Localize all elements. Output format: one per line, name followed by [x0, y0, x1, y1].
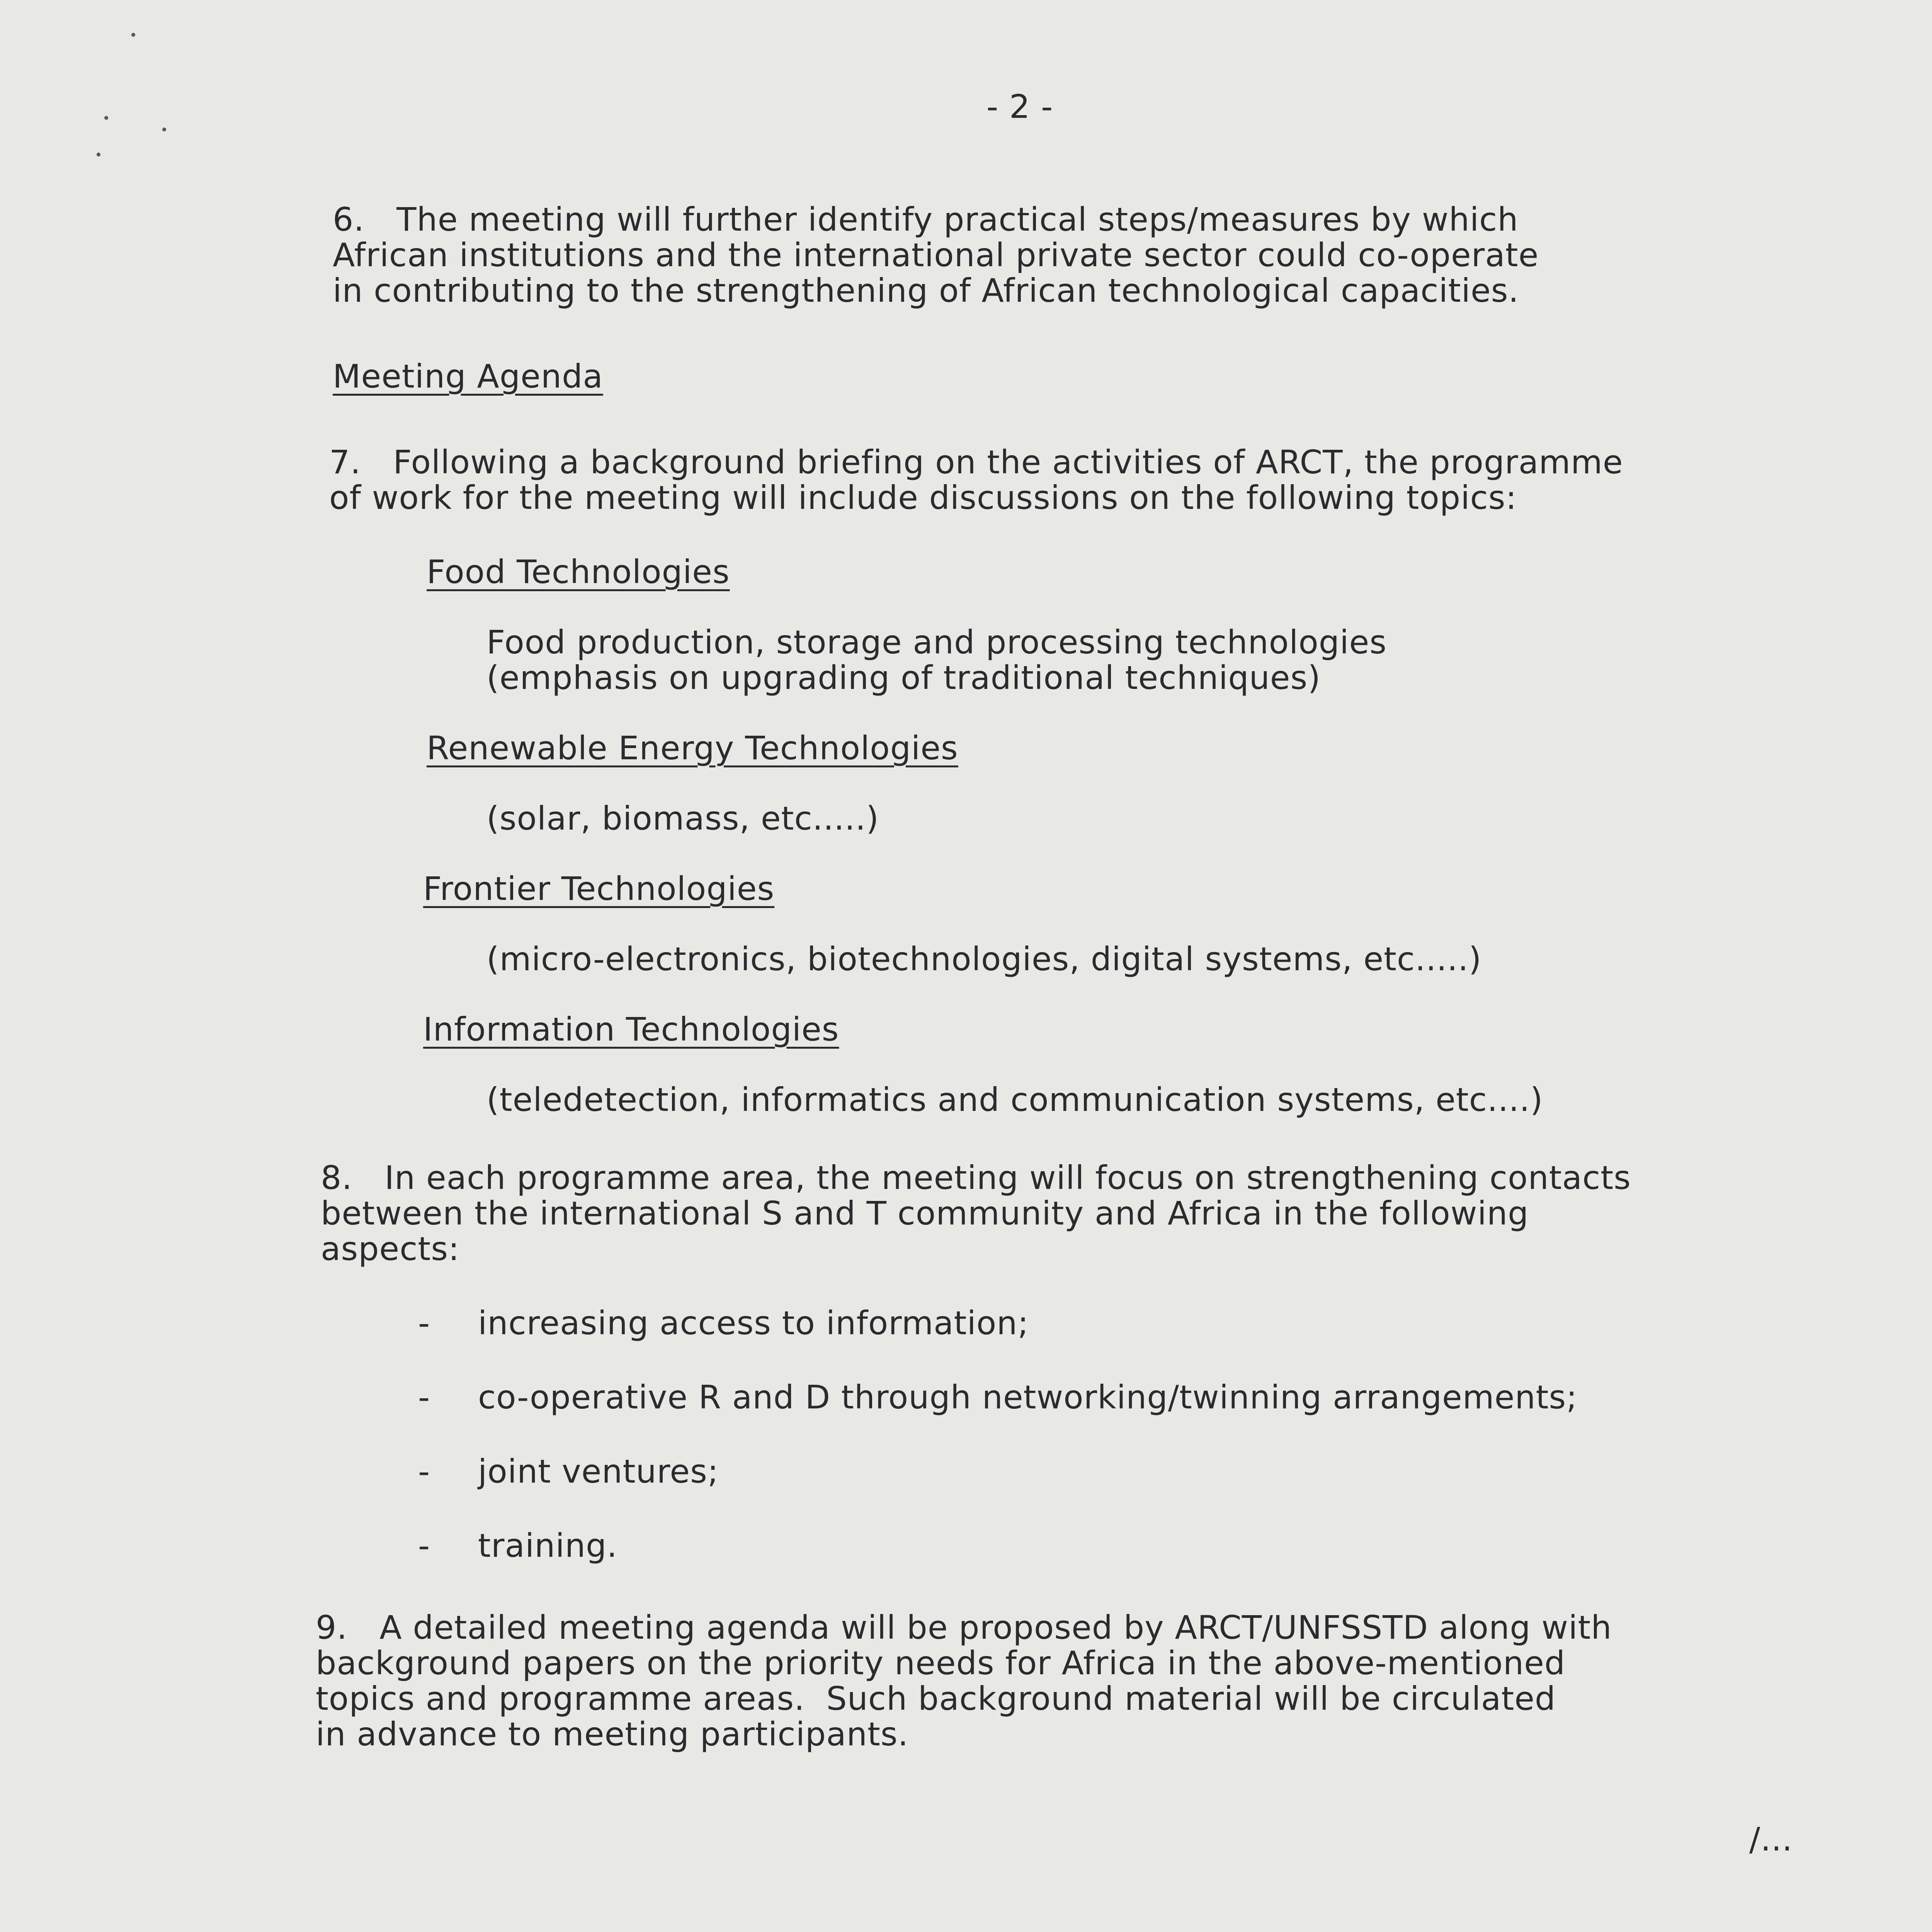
paragraph-6: [333, 202, 1932, 308]
bullet-marker: -: [418, 1304, 430, 1342]
topic-detail: (solar, biomass, etc.....): [486, 799, 879, 837]
topic-detail: (micro-electronics, biotechnologies, digital systems, etc.....): [486, 940, 1482, 978]
paragraph-9: [316, 1610, 1932, 1752]
paragraph-9-line: in advance to meeting participants.: [316, 1715, 909, 1753]
bullet-row: [418, 1454, 1932, 1489]
topic-detail: (emphasis on upgrading of traditional techniques): [486, 659, 1321, 697]
topic-detail: Food production, storage and processing technologies: [486, 623, 1387, 661]
topic-detail: (teledetection, informatics and communication systems, etc....): [486, 1081, 1543, 1119]
bullet-item: increasing access to information;: [478, 1304, 1029, 1342]
bullet-item: co-operative R and D through networking/twinning arrangements;: [478, 1378, 1578, 1416]
topic-heading-food: Food Technologies: [427, 553, 730, 591]
paper-speck: [162, 128, 166, 131]
bullet-marker: -: [418, 1378, 430, 1416]
paper-speck: [131, 33, 135, 37]
section-heading: Meeting Agenda: [333, 357, 603, 395]
continuation-mark: /...: [1749, 1820, 1793, 1858]
bullet-marker: -: [418, 1527, 430, 1565]
paragraph-9-line: topics and programme areas. Such background material will be circulated: [316, 1680, 1556, 1718]
page-number: - 2 -: [986, 88, 1053, 126]
paragraph-8-line: between the international S and T community and Africa in the following: [321, 1194, 1529, 1232]
paper-speck: [104, 116, 108, 120]
paragraph-6-line: African institutions and the international private sector could co-operate: [333, 236, 1539, 274]
paragraph-8-line: 8. In each programme area, the meeting will focus on strengthening contacts: [321, 1159, 1631, 1197]
paragraph-6-line: 6. The meeting will further identify practical steps/measures by which: [333, 201, 1519, 238]
paragraph-7: [329, 444, 1932, 515]
bullet-item: training.: [478, 1527, 618, 1565]
bullet-item: joint ventures;: [478, 1452, 719, 1490]
paragraph-8-line: aspects:: [321, 1230, 460, 1268]
topic-heading-frontier: Frontier Technologies: [423, 870, 775, 908]
paragraph-7-line: 7. Following a background briefing on the activities of ARCT, the programme: [329, 443, 1623, 481]
paragraph-6-line: in contributing to the strengthening of African technological capacities.: [333, 272, 1519, 310]
bullet-row: [418, 1528, 1932, 1563]
paragraph-9-line: 9. A detailed meeting agenda will be proposed by ARCT/UNFSSTD along with: [316, 1609, 1612, 1646]
paper-speck: [97, 153, 100, 156]
topic-heading-information: Information Technologies: [423, 1010, 839, 1048]
paragraph-9-line: background papers on the priority needs for Africa in the above-mentioned: [316, 1644, 1566, 1682]
paragraph-8: [321, 1160, 1932, 1267]
topic-heading-energy: Renewable Energy Technologies: [427, 729, 958, 767]
paragraph-7-line: of work for the meeting will include discussions on the following topics:: [329, 479, 1517, 517]
bullet-row: [418, 1305, 1932, 1341]
bullet-row: [418, 1379, 1932, 1415]
bullet-marker: -: [418, 1452, 430, 1490]
